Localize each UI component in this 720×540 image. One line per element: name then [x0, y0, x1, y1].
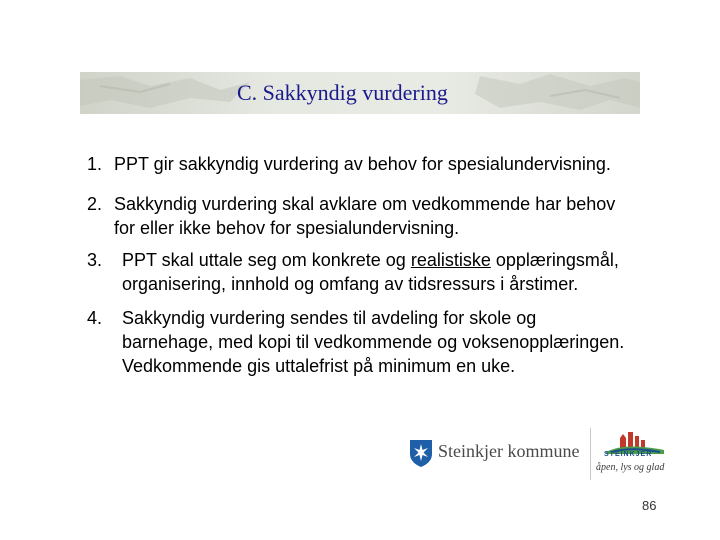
town-logo-slogan: åpen, lys og glad [596, 462, 665, 473]
list-item-text: Sakkyndig vurdering sendes til avdeling for skole og barnehage, med kopi til vedkommende og voksenopplæringen. Vedkommende gis uttalefrist på minimum en uke. [122, 308, 625, 376]
municipality-name: Steinkjer kommune [438, 441, 580, 461]
list-item [87, 306, 102, 330]
coat-of-arms-icon [408, 438, 434, 468]
list-item [87, 152, 102, 176]
list-item [87, 192, 102, 216]
list-item-number: 2. [87, 194, 103, 214]
town-skyline-icon [592, 424, 670, 454]
underlined-word: realistiske [410, 250, 491, 270]
logo-divider [590, 428, 591, 480]
slide-title: C. Sakkyndig vurdering [237, 80, 448, 105]
list-item-number: 1. [87, 154, 103, 174]
list-item-number: 3. [87, 250, 103, 270]
page-number: 86 [642, 498, 657, 513]
list-item-number: 4. [87, 308, 103, 328]
list-item-text: PPT skal uttale seg om konkrete og realistiske opplæringsmål, organisering, innhold og omfang av tidsressurs i årstimer. [122, 250, 619, 294]
list-item-text: PPT gir sakkyndig vurdering av behov for spesialundervisning. [114, 154, 611, 174]
list-item [87, 248, 102, 272]
list-item-text: Sakkyndig vurdering skal avklare om vedkommende har behov for eller ikke behov for spesialundervisning. [114, 194, 616, 238]
town-logo-name: STEINKJER [604, 451, 653, 458]
